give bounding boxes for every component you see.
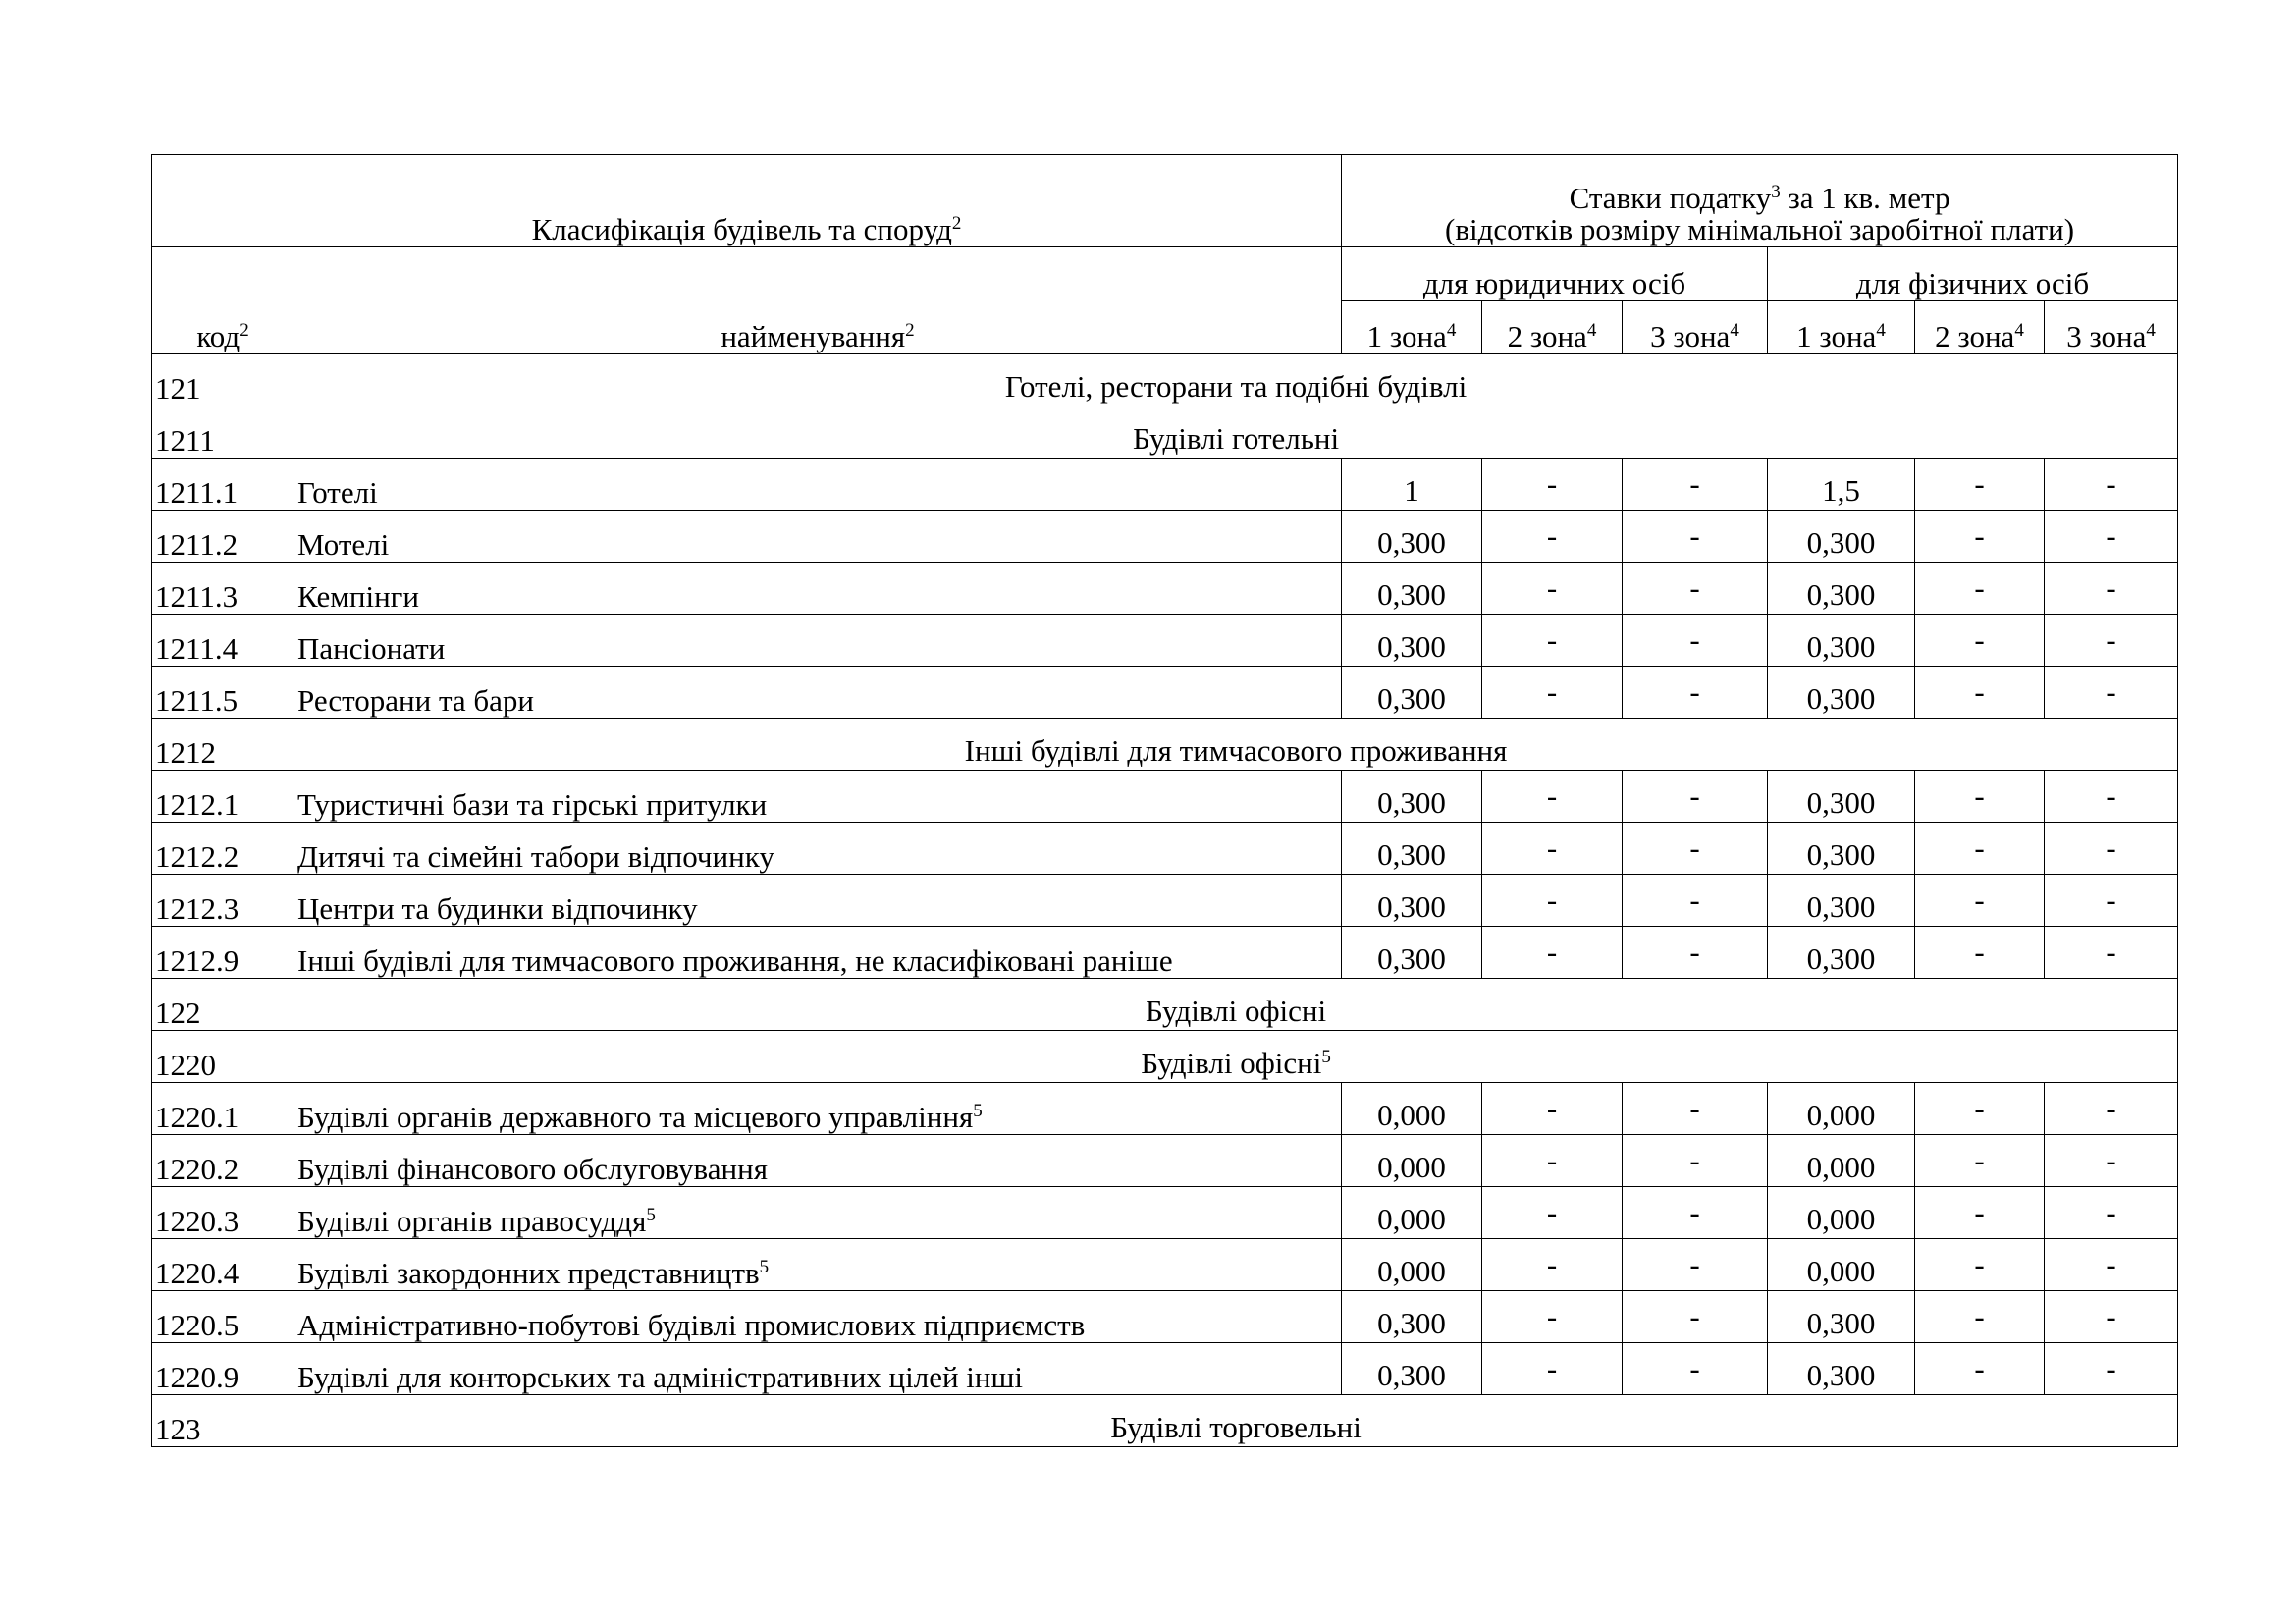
row-code: 1211 [152, 406, 294, 459]
row-code: 1220.2 [152, 1135, 294, 1187]
zone-header: 3 зона$^4$ [1623, 301, 1768, 354]
rate-dash-cell: - [1623, 1239, 1768, 1291]
rate-dash-cell: - [2045, 1083, 2178, 1135]
rate-dash-cell: - [1482, 511, 1623, 563]
rate-cell: 0,000 [1768, 1135, 1915, 1187]
table-row [152, 875, 2178, 927]
rate-dash-cell: - [1482, 1291, 1623, 1343]
rate-dash-cell: - [2045, 667, 2178, 719]
rate-dash-cell: - [1915, 615, 2045, 667]
zone-header: 1 зона$^4$ [1342, 301, 1482, 354]
zone-header: 3 зона$^4$ [2045, 301, 2178, 354]
row-code: 1211.3 [152, 563, 294, 615]
rate-cell: 0,300 [1768, 563, 1915, 615]
section-row [152, 719, 2178, 771]
rate-dash-cell: - [1482, 927, 1623, 979]
footnote-mark: 4 [2014, 320, 2024, 342]
rate-cell: 0,000 [1768, 1083, 1915, 1135]
rate-dash-cell: - [1915, 1083, 2045, 1135]
row-code: 1220.1 [152, 1083, 294, 1135]
rate-cell: 0,000 [1768, 1187, 1915, 1239]
rate-cell: 0,300 [1768, 927, 1915, 979]
row-code: 1211.5 [152, 667, 294, 719]
rate-dash-cell: - [1482, 1083, 1623, 1135]
section-row [152, 406, 2178, 459]
row-name: Мотелі [294, 511, 1342, 563]
classification-header: Класифікація будівель та споруд$^2$ [152, 155, 1342, 247]
rate-dash-cell: - [1915, 1187, 2045, 1239]
rate-dash-cell: - [2045, 1239, 2178, 1291]
section-title: Будівлі готельні [294, 406, 2178, 459]
rate-dash-cell: - [1915, 563, 2045, 615]
rate-dash-cell: - [1482, 459, 1623, 511]
rate-cell: 0,300 [1342, 615, 1482, 667]
footnote-mark: 4 [1730, 320, 1739, 342]
rate-cell: 0,300 [1768, 615, 1915, 667]
section-title: Готелі, ресторани та подібні будівлі [294, 354, 2178, 406]
rate-dash-cell: - [2045, 615, 2178, 667]
row-code: 1212.1 [152, 771, 294, 823]
rate-dash-cell: - [2045, 875, 2178, 927]
zone-header: 1 зона$^4$ [1768, 301, 1915, 354]
section-row [152, 354, 2178, 406]
row-code: 1220.3 [152, 1187, 294, 1239]
row-code: 1212.3 [152, 875, 294, 927]
row-code: 1211.4 [152, 615, 294, 667]
rate-dash-cell: - [2045, 1187, 2178, 1239]
rate-cell: 0,300 [1342, 563, 1482, 615]
footnote-mark: 5 [973, 1101, 983, 1122]
rate-cell: 0,000 [1342, 1239, 1482, 1291]
rate-dash-cell: - [1623, 771, 1768, 823]
rate-dash-cell: - [1623, 927, 1768, 979]
row-name: Будівлі органів державного та місцевого управління$^5$ [294, 1083, 1342, 1135]
rate-dash-cell: - [1482, 1343, 1623, 1395]
rate-dash-cell: - [1915, 1135, 2045, 1187]
section-row [152, 1395, 2178, 1447]
rate-dash-cell: - [2045, 563, 2178, 615]
rate-cell: 0,300 [1768, 823, 1915, 875]
rate-dash-cell: - [2045, 927, 2178, 979]
row-code: 1212 [152, 719, 294, 771]
rate-cell: 0,300 [1342, 875, 1482, 927]
name-header: найменування$^2$ [294, 247, 1342, 354]
rate-dash-cell: - [1623, 563, 1768, 615]
rate-dash-cell: - [1482, 667, 1623, 719]
row-name: Туристичні бази та гірські притулки [294, 771, 1342, 823]
table-row [152, 667, 2178, 719]
rate-dash-cell: - [1623, 459, 1768, 511]
tax-rates-table [151, 154, 2178, 1447]
header-row-2 [152, 247, 2178, 301]
rate-dash-cell: - [1915, 927, 2045, 979]
row-name: Адміністративно-побутові будівлі промислових підприємств [294, 1291, 1342, 1343]
rate-dash-cell: - [1915, 1239, 2045, 1291]
footnote-mark: 2 [951, 213, 962, 235]
footnote-mark: 5 [646, 1205, 656, 1226]
row-name: Пансіонати [294, 615, 1342, 667]
rate-cell: 0,300 [1342, 1343, 1482, 1395]
rate-dash-cell: - [1482, 875, 1623, 927]
rate-dash-cell: - [1482, 563, 1623, 615]
rate-dash-cell: - [1915, 1291, 2045, 1343]
row-name: Будівлі для конторських та адміністративних цілей інші [294, 1343, 1342, 1395]
row-code: 1220.4 [152, 1239, 294, 1291]
table-row [152, 563, 2178, 615]
row-code: 121 [152, 354, 294, 406]
rate-cell: 0,300 [1768, 1291, 1915, 1343]
rate-dash-cell: - [1623, 823, 1768, 875]
rate-cell: 0,300 [1342, 511, 1482, 563]
table-row [152, 615, 2178, 667]
rate-dash-cell: - [1482, 771, 1623, 823]
table-row [152, 511, 2178, 563]
rate-cell: 0,000 [1768, 1239, 1915, 1291]
rate-dash-cell: - [2045, 459, 2178, 511]
row-code: 1220 [152, 1031, 294, 1083]
row-code: 1220.5 [152, 1291, 294, 1343]
row-name: Готелі [294, 459, 1342, 511]
row-name: Центри та будинки відпочинку [294, 875, 1342, 927]
rate-dash-cell: - [1915, 1343, 2045, 1395]
rate-dash-cell: - [2045, 1135, 2178, 1187]
rate-cell: 0,000 [1342, 1083, 1482, 1135]
rate-cell: 1,5 [1768, 459, 1915, 511]
table-row [152, 1291, 2178, 1343]
rate-dash-cell: - [1623, 1135, 1768, 1187]
rate-dash-cell: - [1623, 1291, 1768, 1343]
row-name: Ресторани та бари [294, 667, 1342, 719]
table-row [152, 1343, 2178, 1395]
footnote-mark: 5 [759, 1257, 770, 1278]
rate-cell: 0,300 [1768, 875, 1915, 927]
row-code: 1212.2 [152, 823, 294, 875]
row-code: 1211.1 [152, 459, 294, 511]
footnote-mark: 4 [1446, 320, 1457, 342]
rate-dash-cell: - [2045, 1343, 2178, 1395]
rate-dash-cell: - [1623, 615, 1768, 667]
code-header: код$^2$ [152, 247, 294, 354]
row-code: 122 [152, 979, 294, 1031]
rate-cell: 0,300 [1342, 927, 1482, 979]
rate-dash-cell: - [1623, 511, 1768, 563]
footnote-mark: 4 [1586, 320, 1597, 342]
rate-dash-cell: - [2045, 511, 2178, 563]
footnote-mark: 5 [1321, 1047, 1331, 1068]
row-name: Будівлі фінансового обслуговування [294, 1135, 1342, 1187]
footnote-mark: 3 [1771, 181, 1781, 202]
rate-dash-cell: - [1915, 875, 2045, 927]
rate-dash-cell: - [1482, 1135, 1623, 1187]
row-code: 1220.9 [152, 1343, 294, 1395]
individuals-header: для фізичних осіб [1768, 247, 2178, 301]
rate-dash-cell: - [1482, 615, 1623, 667]
rate-cell: 0,300 [1342, 1291, 1482, 1343]
table-row [152, 823, 2178, 875]
row-name: Кемпінги [294, 563, 1342, 615]
rates-header: Ставки податку$^3$ за 1 кв. метр (відсотків розміру мінімальної заробітної плати) [1342, 155, 2178, 247]
section-title: Будівлі торговельні [294, 1395, 2178, 1447]
rate-dash-cell: - [1623, 667, 1768, 719]
rate-dash-cell: - [1623, 1187, 1768, 1239]
rate-dash-cell: - [1915, 459, 2045, 511]
footnote-mark: 4 [2146, 320, 2156, 342]
table-row [152, 1083, 2178, 1135]
footnote-mark: 2 [240, 320, 249, 342]
rate-dash-cell: - [1482, 823, 1623, 875]
row-code: 1212.9 [152, 927, 294, 979]
rate-cell: 0,300 [1768, 667, 1915, 719]
row-name: Інші будівлі для тимчасового проживання, не класифіковані раніше [294, 927, 1342, 979]
table-row [152, 459, 2178, 511]
rate-dash-cell: - [2045, 823, 2178, 875]
rate-cell: 0,300 [1342, 771, 1482, 823]
row-name: Будівлі органів правосуддя$^5$ [294, 1187, 1342, 1239]
table-row [152, 1239, 2178, 1291]
rate-dash-cell: - [2045, 771, 2178, 823]
rate-dash-cell: - [2045, 1291, 2178, 1343]
section-title: Інші будівлі для тимчасового проживання [294, 719, 2178, 771]
table-row [152, 927, 2178, 979]
rate-cell: 0,000 [1342, 1187, 1482, 1239]
section-title: Будівлі офісні [294, 979, 2178, 1031]
rate-dash-cell: - [1623, 875, 1768, 927]
rate-dash-cell: - [1482, 1239, 1623, 1291]
row-code: 1211.2 [152, 511, 294, 563]
header-row-1 [152, 155, 2178, 247]
section-title: Будівлі офісні$^5$ [294, 1031, 2178, 1083]
footnote-mark: 2 [905, 320, 915, 342]
row-name: Будівлі закордонних представництв$^5$ [294, 1239, 1342, 1291]
row-name: Дитячі та сімейні табори відпочинку [294, 823, 1342, 875]
rate-dash-cell: - [1623, 1083, 1768, 1135]
rate-cell: 0,300 [1342, 823, 1482, 875]
section-row [152, 979, 2178, 1031]
zone-header: 2 зона$^4$ [1482, 301, 1623, 354]
rate-cell: 0,000 [1342, 1135, 1482, 1187]
rate-cell: 0,300 [1768, 1343, 1915, 1395]
rate-cell: 0,300 [1768, 771, 1915, 823]
rate-cell: 0,300 [1768, 511, 1915, 563]
section-row [152, 1031, 2178, 1083]
table-row [152, 1135, 2178, 1187]
legal-entities-header: для юридичних осіб [1342, 247, 1768, 301]
rate-cell: 0,300 [1342, 667, 1482, 719]
rate-dash-cell: - [1482, 1187, 1623, 1239]
rate-dash-cell: - [1915, 771, 2045, 823]
rate-dash-cell: - [1915, 511, 2045, 563]
footnote-mark: 4 [1876, 320, 1886, 342]
zone-header: 2 зона$^4$ [1915, 301, 2045, 354]
row-code: 123 [152, 1395, 294, 1447]
rate-dash-cell: - [1623, 1343, 1768, 1395]
rate-cell: 1 [1342, 459, 1482, 511]
table-row [152, 1187, 2178, 1239]
table-row [152, 771, 2178, 823]
rate-dash-cell: - [1915, 667, 2045, 719]
rate-dash-cell: - [1915, 823, 2045, 875]
